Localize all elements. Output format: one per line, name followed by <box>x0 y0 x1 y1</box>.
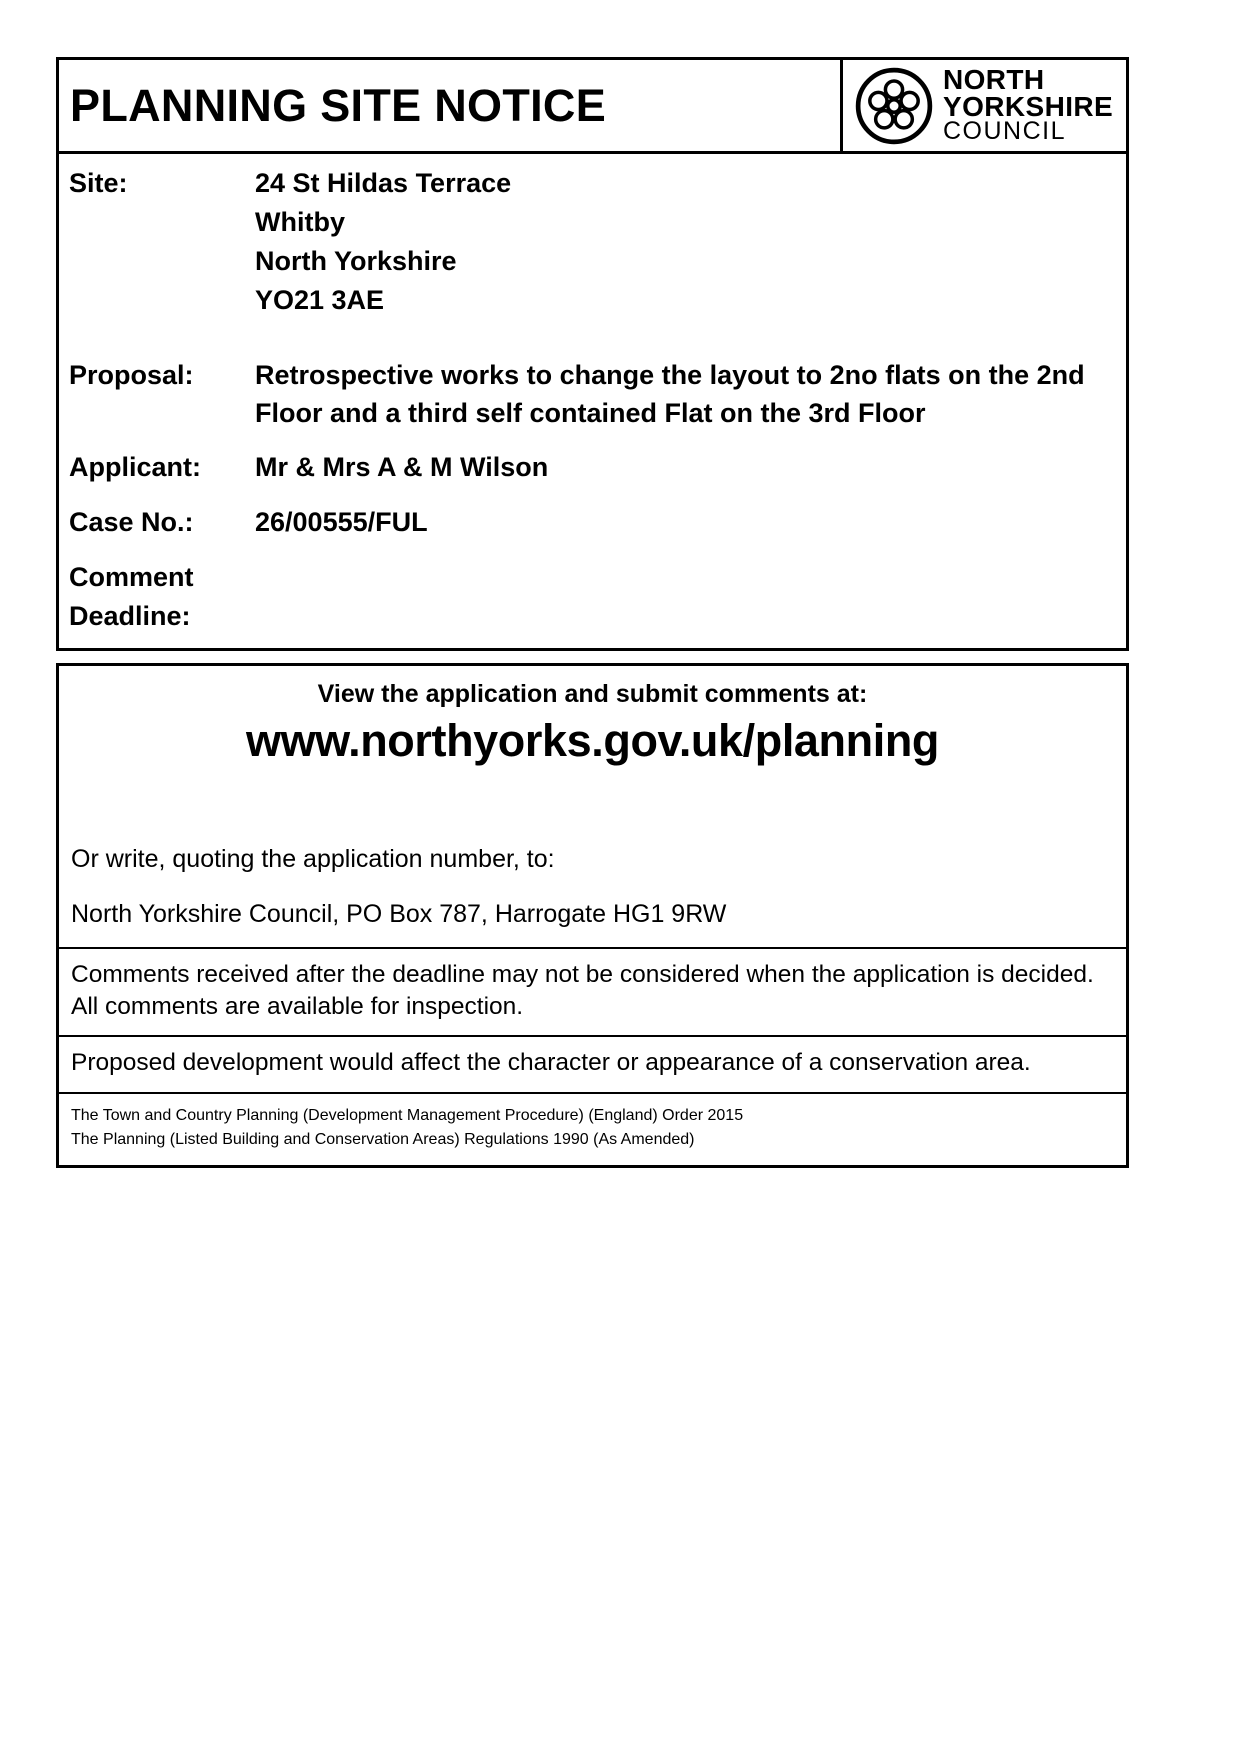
legal-reference-1: The Town and Country Planning (Development Management Procedure) (England) Order 2015 <box>71 1106 744 1124</box>
site-label: Site: <box>69 168 128 198</box>
council-postal-address: North Yorkshire Council, PO Box 787, Harrogate HG1 9RW <box>71 899 727 928</box>
details-spacer <box>69 320 1114 356</box>
applicant-value: Mr & Mrs A & M Wilson <box>255 452 549 483</box>
proposal-value: Retrospective works to change the layout to 2no flats on the 2nd Floor and a third self contained Flat on the 3rd Floor <box>255 359 1085 428</box>
council-logo-wordmark <box>943 64 1114 146</box>
site-notice-document <box>56 57 1129 1168</box>
planning-website-url[interactable]: www.northyorks.gov.uk/planning <box>245 714 940 766</box>
case-number-label: Case No.: <box>69 507 194 538</box>
logo-line-yorkshire: YORKSHIRE <box>943 90 1114 122</box>
site-address-line-2: Whitby <box>255 206 345 237</box>
site-address <box>255 164 511 320</box>
logo-line-council: COUNCIL <box>943 117 1067 146</box>
comment-deadline-row <box>69 558 1114 636</box>
site-address-line-1: 24 St Hildas Terrace <box>255 168 512 198</box>
notice-header <box>56 57 1129 154</box>
yorkshire-rose-icon <box>855 67 933 145</box>
case-number-row <box>69 503 1114 542</box>
site-address-line-3: North Yorkshire <box>255 245 457 276</box>
comment-deadline-label-line-2: Deadline: <box>69 600 191 631</box>
legal-reference-2: The Planning (Listed Building and Conservation Areas) Regulations 1990 (As Amended) <box>71 1131 695 1149</box>
conservation-note: Proposed development would affect the character or appearance of a conservation area. <box>71 1049 1031 1077</box>
council-logo <box>840 60 1126 151</box>
case-number-value: 26/00555/FUL <box>255 507 428 538</box>
applicant-row <box>69 448 1114 487</box>
site-row <box>69 164 1114 320</box>
deadline-note: Comments received after the deadline may not be considered when the application is decided. All comments are available for inspection. <box>71 960 1094 1020</box>
application-details <box>56 154 1129 651</box>
write-instruction: Or write, quoting the application number, to: <box>71 844 555 873</box>
postal-submission <box>59 767 1126 947</box>
logo-line-north: NORTH <box>943 64 1045 96</box>
site-address-line-4: YO21 3AE <box>255 284 385 315</box>
comment-deadline-label-line-1: Comment <box>69 561 194 592</box>
comment-deadline-label <box>69 558 255 636</box>
applicant-label: Applicant: <box>69 452 201 483</box>
legal-references <box>59 1094 1126 1166</box>
proposal-row <box>69 356 1114 433</box>
page-title: PLANNING SITE NOTICE <box>70 80 607 131</box>
proposal-label: Proposal: <box>69 359 194 390</box>
submission-details <box>56 663 1129 1169</box>
view-application-text: View the application and submit comments at: <box>317 679 868 708</box>
